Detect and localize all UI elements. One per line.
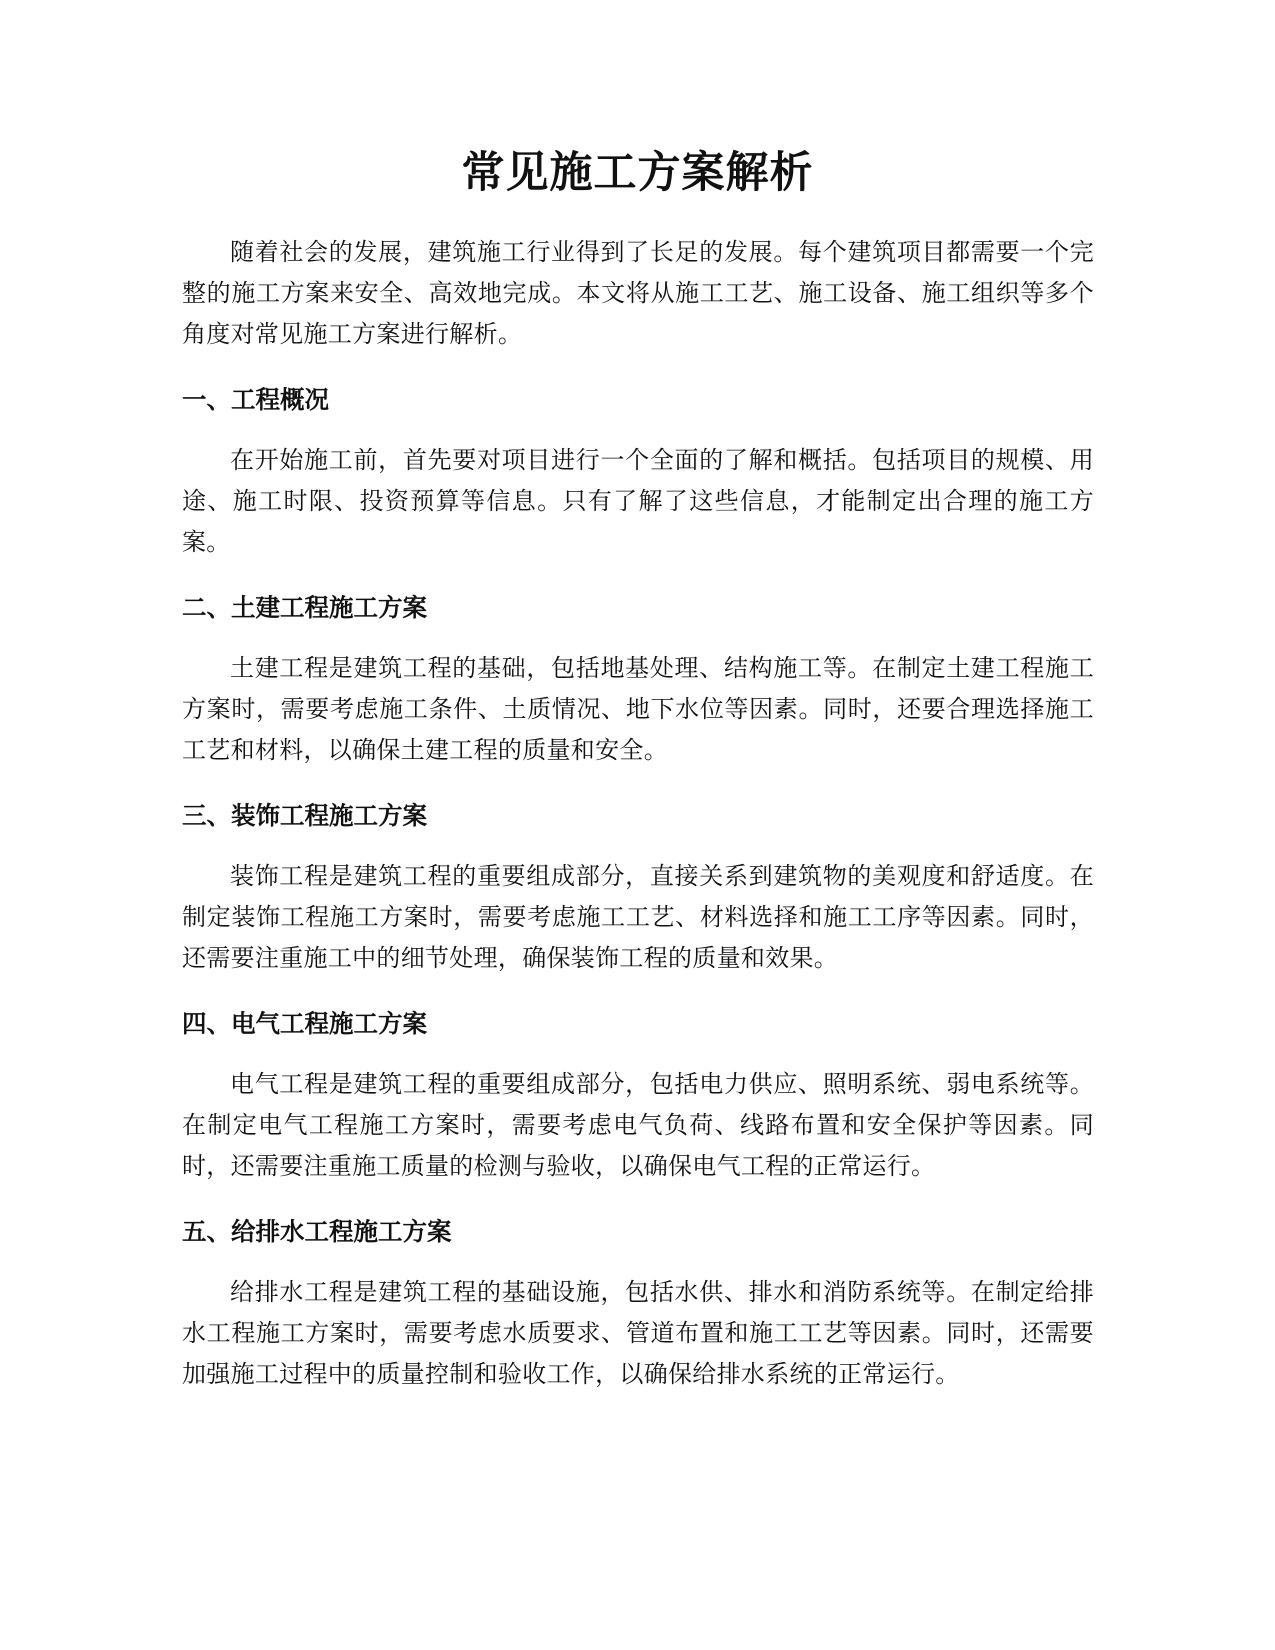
section-heading: 五、给排水工程施工方案 (182, 1217, 452, 1246)
section-plumbing-works (182, 1211, 1094, 1395)
document-body (182, 232, 1094, 1395)
section-electrical-works (182, 1003, 1094, 1187)
document-title: 常见施工方案解析 (461, 148, 814, 198)
section-paragraph: 装饰工程是建筑工程的重要组成部分，直接关系到建筑物的美观度和舒适度。在制定装饰工程施工方案时，需要考虑施工工艺、材料选择和施工工序等因素。同时，还需要注重施工中的细节处理，确保装饰工程的质量和效果。 (182, 862, 1094, 972)
section-paragraph: 给排水工程是建筑工程的基础设施，包括水供、排水和消防系统等。在制定给排水工程施工方案时，需要考虑水质要求、管道布置和施工工艺等因素。同时，还需要加强施工过程中的质量控制和验收工作，以确保给排水系统的正常运行。 (182, 1278, 1094, 1388)
intro-paragraph: 随着社会的发展，建筑施工行业得到了长足的发展。每个建筑项目都需要一个完整的施工方案来安全、高效地完成。本文将从施工工艺、施工设备、施工组织等多个角度对常见施工方案进行解析。 (182, 238, 1094, 348)
section-heading: 四、电气工程施工方案 (182, 1009, 427, 1038)
section-paragraph: 在开始施工前，首先要对项目进行一个全面的了解和概括。包括项目的规模、用途、施工时限、投资预算等信息。只有了解了这些信息，才能制定出合理的施工方案。 (182, 446, 1094, 556)
section-civil-works (182, 587, 1094, 771)
section-heading: 三、装饰工程施工方案 (182, 801, 427, 830)
section-paragraph: 电气工程是建筑工程的重要组成部分，包括电力供应、照明系统、弱电系统等。在制定电气工程施工方案时，需要考虑电气负荷、线路布置和安全保护等因素。同时，还需要注重施工质量的检测与验收，以确保电气工程的正常运行。 (182, 1070, 1094, 1180)
section-overview (182, 379, 1094, 563)
section-heading: 二、土建工程施工方案 (182, 593, 427, 622)
section-decoration-works (182, 795, 1094, 979)
section-heading: 一、工程概况 (182, 385, 329, 414)
section-paragraph: 土建工程是建筑工程的基础，包括地基处理、结构施工等。在制定土建工程施工方案时，需要考虑施工条件、土质情况、地下水位等因素。同时，还要合理选择施工工艺和材料，以确保土建工程的质量和安全。 (182, 654, 1094, 764)
